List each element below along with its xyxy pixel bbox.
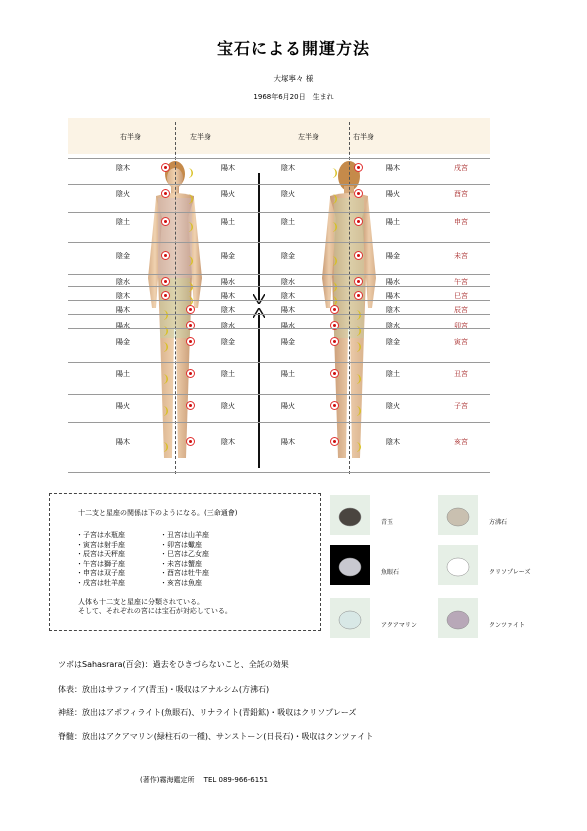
back-left-element: 陰木 xyxy=(281,164,295,172)
moon-marker-icon xyxy=(354,401,362,411)
front-right-element: 陽木 xyxy=(116,306,130,314)
back-right-element: 陽土 xyxy=(386,218,400,226)
row-divider xyxy=(68,472,490,473)
palace-label: 午宮 xyxy=(454,278,468,286)
palace-label: 寅宮 xyxy=(454,338,468,346)
page-title: 宝石による開運方法 xyxy=(216,39,370,58)
down-arrow-head xyxy=(253,294,265,304)
sun-marker-icon xyxy=(354,291,363,300)
front-right-element: 陰火 xyxy=(116,190,130,198)
zodiac-mapping-item: ・亥宮は魚座 xyxy=(160,578,202,587)
moon-marker-icon xyxy=(186,163,194,173)
front-right-element: 陽金 xyxy=(116,338,130,346)
sun-marker-icon xyxy=(186,305,195,314)
zodiac-mapping-item: ・巳宮は乙女座 xyxy=(160,550,209,558)
row-divider xyxy=(68,328,490,329)
back-left-element: 陽火 xyxy=(281,402,295,410)
zodiac-mapping-item: ・卯宮は蠍座 xyxy=(160,540,202,549)
moon-marker-icon xyxy=(354,369,362,379)
front-left-element: 陰火 xyxy=(221,402,235,410)
zodiac-mapping-item: ・午宮は獅子座 xyxy=(76,559,125,568)
moon-marker-icon xyxy=(354,437,362,447)
row-divider xyxy=(68,286,490,287)
gem-label: クンツァイト xyxy=(489,622,525,629)
back-header-right: 右半身 xyxy=(353,133,374,141)
back-left-element: 陽水 xyxy=(281,322,295,330)
back-left-element: 陽木 xyxy=(281,306,295,314)
front-right-element: 陰水 xyxy=(116,278,130,286)
moon-marker-icon xyxy=(330,189,338,199)
sun-marker-icon xyxy=(186,369,195,378)
front-right-element: 陽水 xyxy=(116,322,130,330)
zodiac-mapping-item: ・申宮は双子座 xyxy=(76,569,125,577)
front-right-element: 陽火 xyxy=(116,402,130,410)
sun-marker-icon xyxy=(354,217,363,226)
sun-marker-icon xyxy=(161,189,170,198)
front-left-element: 陽土 xyxy=(221,218,235,226)
row-divider xyxy=(68,184,490,185)
front-left-element: 陽木 xyxy=(221,292,235,300)
back-right-element: 陰金 xyxy=(386,338,400,346)
sun-marker-icon xyxy=(330,401,339,410)
back-left-element: 陰土 xyxy=(281,218,295,226)
back-right-element: 陽水 xyxy=(386,278,400,286)
front-right-element: 陰土 xyxy=(116,218,130,226)
moon-marker-icon xyxy=(186,217,194,227)
sun-marker-icon xyxy=(330,305,339,314)
moon-marker-icon xyxy=(161,369,169,379)
sun-marker-icon xyxy=(354,163,363,172)
back-left-element: 陰水 xyxy=(281,278,295,286)
info-heading: 十二支と星座の関係は下のようになる。(三命通會) xyxy=(78,509,238,517)
moon-marker-icon xyxy=(330,163,338,173)
sun-marker-icon xyxy=(161,277,170,286)
palace-label: 申宮 xyxy=(454,218,468,226)
row-divider xyxy=(68,300,490,301)
down-arrow-shaft xyxy=(258,173,260,301)
zodiac-mapping-item: ・戌宮は牡羊座 xyxy=(76,578,125,587)
back-right-element: 陰水 xyxy=(386,322,400,330)
footer: (著作)霧海鑑定所 TEL 089-966-6151 xyxy=(140,776,269,784)
sun-marker-icon xyxy=(330,437,339,446)
front-left-element: 陰木 xyxy=(221,438,235,446)
sun-marker-icon xyxy=(186,337,195,346)
back-right-element: 陽火 xyxy=(386,190,400,198)
moon-marker-icon xyxy=(161,401,169,411)
zodiac-mapping-item: ・酉宮は牡牛座 xyxy=(160,569,209,577)
front-left-element: 陽木 xyxy=(221,164,235,172)
zodiac-mapping-item: ・寅宮は射手座 xyxy=(76,540,125,549)
info-note-1: 人体も十二支と星座に分類されている。 xyxy=(78,598,204,606)
sun-marker-icon xyxy=(330,369,339,378)
moon-marker-icon xyxy=(354,337,362,347)
zodiac-mapping-item: ・丑宮は山羊座 xyxy=(160,531,209,539)
client-name: 大塚寧々 様 xyxy=(273,74,314,83)
moon-marker-icon xyxy=(330,251,338,261)
palace-label: 未宮 xyxy=(454,252,468,260)
zodiac-info-box xyxy=(49,493,321,631)
front-left-element: 陽水 xyxy=(221,278,235,286)
gem-photo xyxy=(330,598,370,638)
back-right-element: 陽木 xyxy=(386,164,400,172)
palace-label: 巳宮 xyxy=(454,292,468,300)
palace-label: 辰宮 xyxy=(454,306,468,314)
row-divider xyxy=(68,314,490,315)
sun-marker-icon xyxy=(354,189,363,198)
back-left-element: 陽金 xyxy=(281,338,295,346)
moon-marker-icon xyxy=(161,437,169,447)
gem-label: 魚眼石 xyxy=(381,569,400,576)
row-divider xyxy=(68,274,490,275)
back-left-element: 陰火 xyxy=(281,190,295,198)
front-left-element: 陰木 xyxy=(221,306,235,314)
moon-marker-icon xyxy=(330,217,338,227)
back-left-element: 陽木 xyxy=(281,438,295,446)
front-right-element: 陰木 xyxy=(116,164,130,172)
gem-photo xyxy=(438,495,478,535)
gem-label: 青玉 xyxy=(381,519,394,526)
back-left-element: 陰木 xyxy=(281,292,295,300)
row-divider xyxy=(68,362,490,363)
row-divider xyxy=(68,212,490,213)
palace-label: 酉宮 xyxy=(454,190,468,198)
back-header-left: 左半身 xyxy=(298,133,319,141)
gem-photo xyxy=(330,495,370,535)
gem-label: 方沸石 xyxy=(489,519,508,526)
note-line-4: 脊髄：放出はアクアマリン(緑柱石の一種)、サンストーン(日長石)・吸収はクンツァイト xyxy=(58,732,374,741)
sun-marker-icon xyxy=(161,163,170,172)
sun-marker-icon xyxy=(186,401,195,410)
row-divider xyxy=(68,158,490,159)
moon-marker-icon xyxy=(161,321,169,331)
sun-marker-icon xyxy=(354,277,363,286)
front-header-right: 右半身 xyxy=(120,133,141,141)
sun-marker-icon xyxy=(186,437,195,446)
palace-label: 亥宮 xyxy=(454,438,468,446)
zodiac-mapping-item: ・辰宮は天秤座 xyxy=(76,550,125,558)
birth-date: 1968年6月20日 生まれ xyxy=(253,93,334,101)
front-left-element: 陽火 xyxy=(221,190,235,198)
palace-label: 子宮 xyxy=(454,402,468,410)
back-right-element: 陰木 xyxy=(386,306,400,314)
sun-marker-icon xyxy=(330,337,339,346)
front-right-element: 陽土 xyxy=(116,370,130,378)
up-arrow-head xyxy=(253,308,265,318)
front-right-element: 陰木 xyxy=(116,292,130,300)
up-arrow-shaft xyxy=(258,313,260,468)
front-right-element: 陰金 xyxy=(116,252,130,260)
sun-marker-icon xyxy=(161,251,170,260)
front-header-left: 左半身 xyxy=(190,133,211,141)
palace-label: 戌宮 xyxy=(454,164,468,172)
gem-photo xyxy=(330,545,370,585)
gem-label: アクアマリン xyxy=(381,622,417,629)
front-right-element: 陽木 xyxy=(116,438,130,446)
body-chart xyxy=(68,118,490,480)
moon-marker-icon xyxy=(354,321,362,331)
front-left-element: 陽金 xyxy=(221,252,235,260)
note-line-1: ツボはSahasrara(百会)：過去をひきづらないこと、全託の効果 xyxy=(58,660,289,669)
palace-label: 丑宮 xyxy=(454,370,468,378)
front-left-element: 陰水 xyxy=(221,322,235,330)
gem-photo xyxy=(438,598,478,638)
back-right-element: 陰土 xyxy=(386,370,400,378)
gem-label: クリソプレーズ xyxy=(489,569,531,576)
back-left-element: 陰金 xyxy=(281,252,295,260)
note-line-3: 神経：放出はアポフィライト(魚眼石)、リナライト(青鉛鉱)・吸収はクリソプレーズ xyxy=(58,708,357,717)
front-left-element: 陰金 xyxy=(221,338,235,346)
sun-marker-icon xyxy=(354,251,363,260)
back-right-element: 陽木 xyxy=(386,292,400,300)
back-right-element: 陽金 xyxy=(386,252,400,260)
moon-marker-icon xyxy=(186,189,194,199)
moon-marker-icon xyxy=(161,337,169,347)
moon-marker-icon xyxy=(186,251,194,261)
zodiac-mapping-item: ・子宮は水瓶座 xyxy=(76,531,125,539)
front-left-element: 陰土 xyxy=(221,370,235,378)
chart-header xyxy=(68,118,490,154)
palace-label: 卯宮 xyxy=(454,322,468,330)
back-right-element: 陰火 xyxy=(386,402,400,410)
sun-marker-icon xyxy=(161,217,170,226)
row-divider xyxy=(68,242,490,243)
row-divider xyxy=(68,422,490,423)
row-divider xyxy=(68,394,490,395)
back-right-element: 陰木 xyxy=(386,438,400,446)
zodiac-mapping-item: ・未宮は蟹座 xyxy=(160,559,202,568)
note-line-2: 体表：放出はサファイア(青玉)・吸収はアナルシム(方沸石) xyxy=(58,685,270,694)
gem-photo xyxy=(438,545,478,585)
sun-marker-icon xyxy=(161,291,170,300)
info-note-2: そして、それぞれの宮には宝石が対応している。 xyxy=(78,607,232,615)
back-left-element: 陽土 xyxy=(281,370,295,378)
